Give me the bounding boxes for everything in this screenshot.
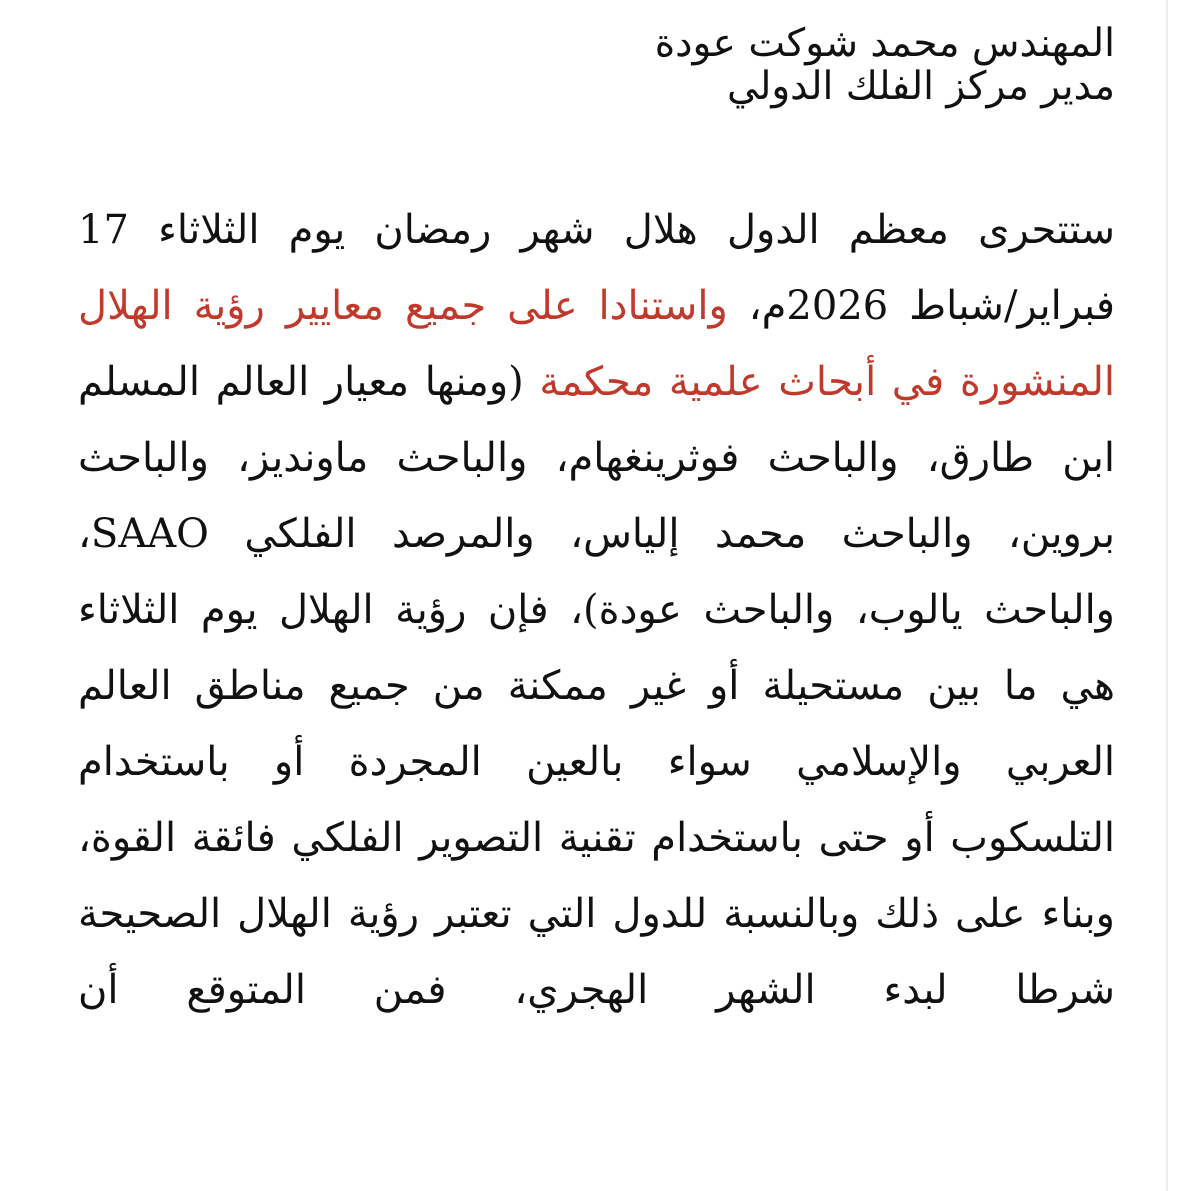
page-edge-rule [1166,0,1168,1191]
author-block [78,22,1115,108]
author-title: مدير مركز الفلك الدولي [726,64,1115,109]
body-text-part1: ستتحرى معظم الدول هلال شهر رمضان يوم الثلاثاء 17 فبراير/شباط 2026م، [78,207,1116,329]
author-name: المهندس محمد شوكت عودة [654,21,1115,66]
article [78,22,1115,1028]
article-body [78,192,1115,1028]
highlighted-text: واستنادا على جميع معايير رؤية الهلال المنشورة في أبحاث علمية محكمة [78,283,1115,405]
body-text-part2: (ومنها معيار العالم المسلم ابن طارق، والباحث فوثرينغهام، والباحث ماونديز، والباحث بروين، والباحث محمد إلياس، والمرصد الفلكي SAAO، والباحث يالوب، والباحث عودة)، فإن رؤية الهلال يوم الثلاثاء هي ما بين مستحيلة أو غير ممكنة من جميع مناطق العالم العربي والإسلامي سواء بالعين المجردة أو باستخدام التلسكوب أو حتى باستخدام تقنية التصوير الفلكي فائقة القوة، وبناء على ذلك وبالنسبة للدول التي تعتبر رؤية الهلال الصحيحة شرطا لبدء الشهر الهجري، فمن المتوقع أن [78,359,1115,1013]
